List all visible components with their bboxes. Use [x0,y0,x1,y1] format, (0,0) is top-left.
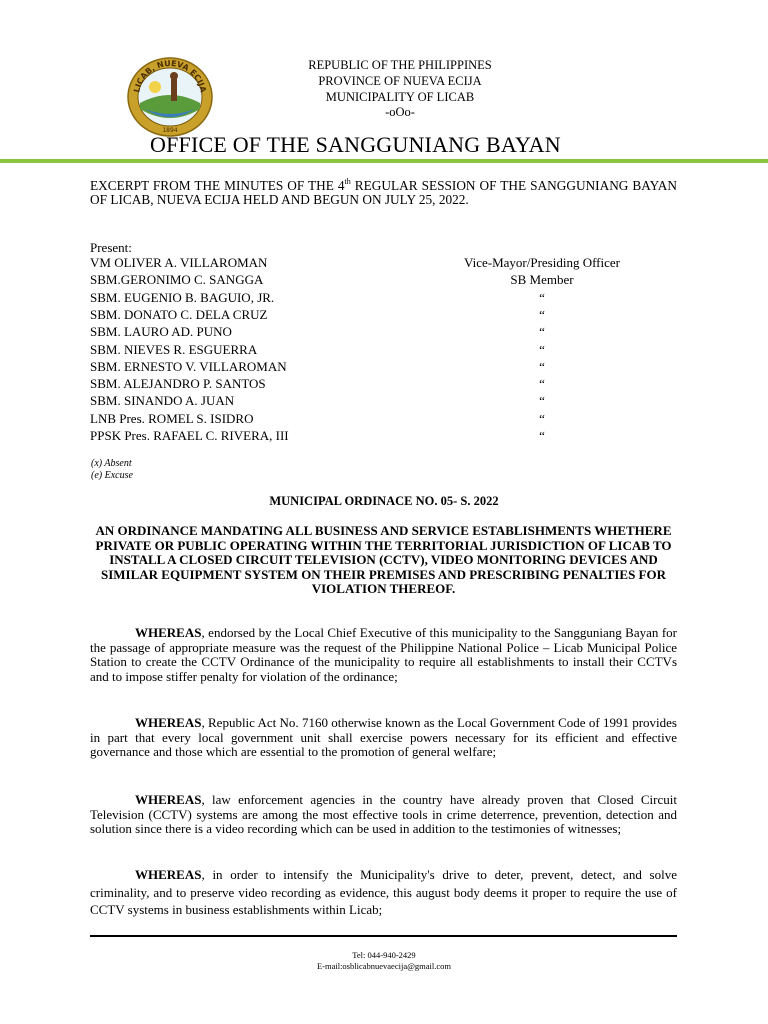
whereas-paragraph-1: WHEREAS, endorsed by the Local Chief Executive of this municipality to the Sangguniang Bayan for the passage of appropriate measure was the request of the Philippine National Police – Licab Municipal Police Station to create the CCTV Ordinance of the municipality to require all establishments to install their CCTVs and to impose stiffer penalty for violation of the ordinance; [90,625,677,684]
header-republic: REPUBLIC OF THE PHILIPPINES [308,58,492,72]
legend-excuse: (e) Excuse [91,470,133,481]
ordinance-title: AN ORDINANCE MANDATING ALL BUSINESS AND SERVICE ESTABLISHMENTS WHETHERE PRIVATE OR PUBLIC OPERATING WITHIN THE TERRITORIAL JURISDICTION OF LICAB TO INSTALL A CLOSED CIRCUIT TELEVISION (CCTV), VIDEO MONITORING DEVICES AND SIMILAR EQUIPMENT SYSTEM ON THEIR PREMISES AND PRESCRIBING PENALTIES FOR VIOLATION THEREOF. [95,523,672,596]
member-name: LNB Pres. ROMEL S. ISIDRO [90,410,254,426]
member-name: SBM. SINANDO A. JUAN [90,393,235,409]
whereas-paragraph-3: WHEREAS, law enforcement agencies in the country have already proven that Closed Circuit Television (CCTV) systems are among the most effective tools in crime deterrence, prevention, detection and solution since there is a video recording which can be used in addition to the testimonies of witnesses; [90,792,677,836]
whereas-paragraph-2: WHEREAS, Republic Act No. 7160 otherwise known as the Local Government Code of 1991 provides in part that every local government unit shall exercise powers necessary for its efficient and effective governance and those which are essential to the promotion of general welfare; [90,715,677,759]
member-row [90,428,650,445]
member-name: SBM.GERONIMO C. SANGGA [90,272,264,288]
member-row [90,324,650,341]
whereas-paragraph-4: WHEREAS, in order to intensify the Municipality's drive to deter, prevent, detect, and solve criminality, and to preserve video recording as evidence, this august body deems it proper to require the use of CCTV systems in business establishments within Licab; [90,867,677,917]
footer-divider [90,935,677,937]
member-name: SBM. LAURO AD. PUNO [90,324,232,340]
member-role: Vice-Mayor/Presiding Officer [463,255,620,270]
member-row [90,376,650,393]
header-municipality: MUNICIPALITY OF LICAB [325,90,475,104]
member-role: “ [539,410,545,426]
member-name: SBM. NIEVES R. ESGUERRA [90,341,258,357]
member-row [90,411,650,428]
member-row [90,393,650,410]
seal-name-text: LICAB, NUEVA ECIJA [132,58,208,94]
member-name: SBM. ERNESTO V. VILLAROMAN [90,358,287,374]
legend-absent: (x) Absent [91,458,132,469]
member-name: PPSK Pres. RAFAEL C. RIVERA, III [90,428,289,443]
member-role: “ [539,341,545,357]
member-row [90,307,650,324]
member-name: SBM. ALEJANDRO P. SANTOS [90,376,266,392]
member-name: VM OLIVER A. VILLAROMAN [90,255,268,270]
header-separator: -oOo- [385,105,415,119]
office-title: OFFICE OF THE SANGGUNIANG BAYAN [150,132,561,157]
member-name: SBM. EUGENIO B. BAGUIO, JR. [90,289,275,305]
member-row [90,255,650,272]
member-row [90,342,650,359]
footer-telephone: Tel: 044-940-2429 [352,950,416,960]
header-divider [0,159,768,163]
member-row [90,290,650,307]
footer-email: E-mail:osblicabnuevaecija@gmail.com [316,961,452,971]
member-role: SB Member [510,272,574,288]
member-role: “ [539,393,545,409]
seal-year: 1894 [162,127,178,134]
header-province: PROVINCE OF NUEVA ECIJA [318,74,482,88]
member-role: “ [539,289,545,305]
member-role: “ [539,324,545,340]
member-role: “ [539,376,545,392]
member-role: “ [539,306,545,322]
excerpt-heading: EXCERPT FROM THE MINUTES OF THE 4th REGULAR SESSION OF THE SANGGUNIANG BAYAN OF LICAB, NUEVA ECIJA HELD AND BEGUN ON JULY 25, 2022. [90,177,677,207]
member-row [90,272,650,289]
member-name: SBM. DONATO C. DELA CRUZ [90,306,268,322]
member-role: “ [539,358,545,374]
present-label: Present: [90,240,132,255]
member-row [90,359,650,376]
member-role: “ [539,428,545,443]
ordinance-number: MUNICIPAL ORDINACE NO. 05- S. 2022 [269,494,499,508]
